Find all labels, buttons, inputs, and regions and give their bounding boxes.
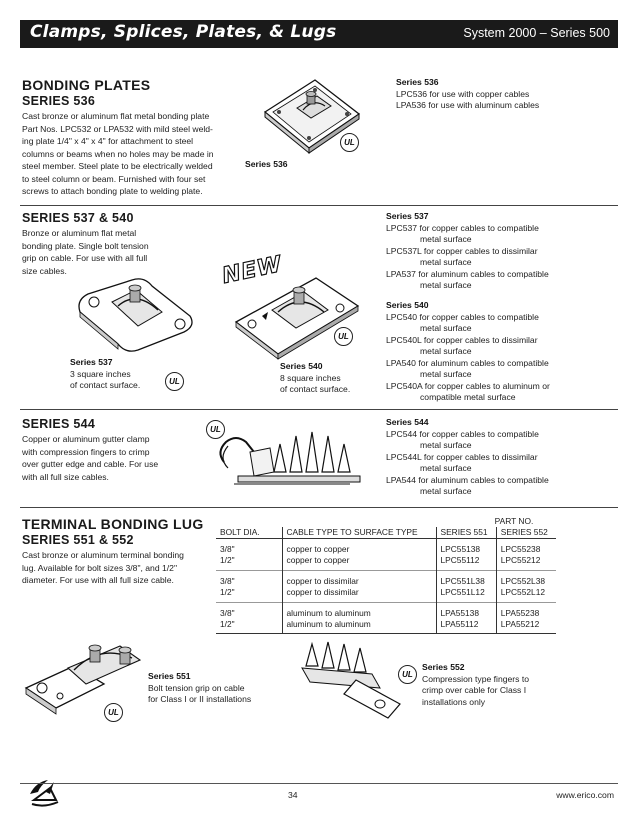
cell-type: copper to dissimilar (282, 571, 436, 587)
bonding-plates-heading: BONDING PLATES (22, 77, 151, 93)
series-544-gutter-clamp-illustration (210, 422, 370, 497)
series-540-caption (280, 361, 350, 396)
part-list-title: Series 537 (386, 211, 429, 221)
desc-line: Cast bronze or aluminum flat metal bonding plate (22, 111, 210, 121)
caption-title: Series 551 (148, 671, 191, 681)
section-divider (20, 409, 618, 410)
ul-listed-icon: UL (165, 372, 184, 391)
series-536-heading: SERIES 536 (22, 94, 96, 108)
desc-line: diameter. For use with all full size cable. (22, 575, 174, 585)
cell-p551: LPA55138 (436, 603, 496, 619)
series-540-plate-illustration (232, 272, 362, 362)
series-537-540-heading: SERIES 537 & 540 (22, 211, 134, 225)
caption-line: 3 square inches (70, 368, 131, 379)
part-list-item: LPA544 for aluminum cables to compatible (386, 474, 549, 485)
table-row (216, 619, 556, 634)
part-list-item-cont: metal surface (420, 486, 472, 496)
part-list-item: LPC537L for copper cables to dissimilar (386, 245, 538, 256)
part-list-item-cont: metal surface (420, 257, 472, 267)
desc-line: lug. Available for bolt sizes 3/8", and 1/2" (22, 562, 177, 573)
table-row (216, 571, 556, 587)
col-series-552: SERIES 552 (500, 527, 548, 538)
part-list-item: LPA540 for aluminum cables to compatible (386, 357, 549, 368)
page-number: 34 (288, 790, 298, 800)
series-537-part-list (386, 211, 549, 292)
part-list-item: LPA536 for use with aluminum cables (396, 100, 540, 110)
part-list-title: Series 544 (386, 417, 429, 427)
series-537-caption (70, 357, 140, 392)
part-list-item: LPC536 for use with copper cables (396, 88, 530, 99)
table-row (216, 587, 556, 603)
part-no-header: PART NO. (494, 515, 534, 526)
terminal-bonding-lug-heading: TERMINAL BONDING LUG (22, 516, 204, 532)
cell-bolt: 3/8" (216, 603, 282, 619)
series-544-description (22, 433, 202, 483)
table-row (216, 539, 556, 555)
cell-type: aluminum to aluminum (282, 603, 436, 619)
company-logo (26, 774, 64, 808)
desc-line: Cast bronze or aluminum terminal bonding (22, 550, 184, 560)
cell-p551: LPC551L12 (436, 587, 496, 603)
cell-type: copper to copper (282, 555, 436, 571)
caption-line: Compression type fingers to (422, 673, 529, 684)
caption-title: Series 540 (280, 361, 323, 371)
footer-rule (20, 783, 618, 784)
caption-line: 8 square inches (280, 372, 341, 383)
cell-p552: LPC55238 (500, 543, 541, 554)
part-list-item: LPC540 for copper cables to compatible (386, 311, 539, 322)
desc-line: grip on cable. For use with all full (22, 253, 148, 263)
caption-line: of contact surface. (70, 380, 141, 390)
cell-p552: LPC55212 (500, 555, 541, 566)
part-list-item-cont: metal surface (420, 369, 472, 379)
section-divider (20, 205, 618, 206)
cell-bolt: 1/2" (216, 555, 282, 571)
cell-p552: LPC552L12 (500, 587, 546, 598)
desc-line: Copper or aluminum gutter clamp (22, 434, 150, 444)
series-544-part-list (386, 417, 549, 498)
cell-p552: LPC552L38 (500, 575, 546, 586)
series-536-image-caption: Series 536 (245, 159, 288, 169)
col-series-551: SERIES 551 (436, 527, 496, 539)
desc-line: with compression fingers to crimp (22, 446, 150, 457)
ul-listed-icon: UL (334, 327, 353, 346)
caption-line: crimp over cable for Class I (422, 685, 527, 695)
desc-line: bonding plate. Single bolt tension (22, 240, 149, 251)
desc-line: to steel column or beam. Furnished with four set (22, 173, 206, 184)
series-544-heading: SERIES 544 (22, 417, 96, 431)
page-subtitle: System 2000 – Series 500 (463, 26, 610, 40)
page-title: Clamps, Splices, Plates, & Lugs (30, 22, 337, 42)
cell-p551: LPC55138 (436, 539, 496, 555)
part-list-item-cont: metal surface (420, 280, 472, 290)
series-552-caption (422, 662, 529, 708)
cell-p551: LPC55112 (436, 555, 496, 571)
part-list-title: Series 540 (386, 300, 429, 310)
desc-line: ing plate 1/4" x 4" x 4" for attachment to steel (22, 136, 194, 146)
part-list-item: LPC544 for copper cables to compatible (386, 428, 539, 439)
part-list-item-cont: metal surface (420, 346, 472, 356)
caption-line: installations only (422, 696, 486, 707)
cell-type: copper to dissimilar (282, 587, 436, 603)
ul-listed-icon: UL (340, 133, 359, 152)
ul-listed-icon: UL (398, 665, 417, 684)
cell-type: aluminum to aluminum (282, 619, 436, 634)
part-list-item: LPC544L for copper cables to dissimilar (386, 451, 538, 462)
caption-title: Series 537 (70, 357, 113, 367)
cell-bolt: 3/8" (216, 539, 282, 555)
caption-title: Series 552 (422, 662, 465, 672)
part-list-title: Series 536 (396, 77, 439, 87)
series-536-part-list (396, 77, 539, 112)
part-list-item-cont: metal surface (420, 463, 472, 473)
caption-line: Bolt tension grip on cable (148, 682, 245, 693)
cell-bolt: 3/8" (216, 571, 282, 587)
part-list-item-cont: compatible metal surface (420, 392, 516, 402)
series-536-description (22, 110, 242, 198)
series-537-plate-illustration (72, 272, 202, 357)
cell-p552: LPA55212 (500, 619, 540, 630)
series-551-552-heading: SERIES 551 & 552 (22, 533, 134, 547)
cell-p552: LPA55238 (500, 607, 540, 618)
part-list-item: LPC537 for copper cables to compatible (386, 222, 539, 233)
desc-line: Part Nos. LPC532 or LPA532 with mild steel weld- (22, 123, 213, 134)
desc-line: Bronze or aluminum flat metal (22, 228, 137, 238)
table-row (216, 555, 556, 571)
caption-line: of contact surface. (280, 384, 351, 394)
cell-bolt: 1/2" (216, 619, 282, 634)
ul-listed-icon: UL (206, 420, 225, 439)
ul-listed-icon: UL (104, 703, 123, 722)
caption-line: for Class I or II installations (148, 694, 252, 704)
desc-line: size cables. (22, 265, 67, 276)
desc-line: screws to attach bonding plate to welding plate. (22, 186, 203, 196)
website-url: www.erico.com (556, 790, 614, 800)
series-551-caption (148, 671, 251, 706)
series-552-lug-illustration (296, 636, 406, 726)
col-cable-type: CABLE TYPE TO SURFACE TYPE (282, 527, 436, 539)
part-number-table (216, 515, 556, 634)
cell-p551: LPA55112 (436, 619, 496, 634)
part-list-item-cont: metal surface (420, 440, 472, 450)
section-divider (20, 507, 618, 508)
part-list-item-cont: metal surface (420, 234, 472, 244)
series-537-540-description (22, 227, 202, 277)
series-540-part-list (386, 300, 550, 404)
series-551-lug-illustration (20, 638, 150, 728)
cell-p551: LPC551L38 (436, 571, 496, 587)
desc-line: with all full size cables. (22, 471, 109, 482)
series-551-552-description (22, 549, 212, 587)
new-badge: NEW (220, 251, 285, 290)
cell-bolt: 1/2" (216, 587, 282, 603)
col-bolt-dia: BOLT DIA. (216, 527, 282, 539)
desc-line: steel member. Steel plate to be electrically welded (22, 161, 213, 171)
desc-line: columns or beams when no holes may be made in (22, 148, 214, 159)
table-row (216, 603, 556, 619)
part-list-item: LPA537 for aluminum cables to compatible (386, 268, 549, 279)
part-list-item: LPC540A for copper cables to aluminum or (386, 380, 550, 391)
part-list-item-cont: metal surface (420, 323, 472, 333)
desc-line: over gutter edge and cable. For use (22, 459, 159, 469)
part-list-item: LPC540L for copper cables to dissimilar (386, 334, 538, 345)
cell-type: copper to copper (282, 539, 436, 555)
